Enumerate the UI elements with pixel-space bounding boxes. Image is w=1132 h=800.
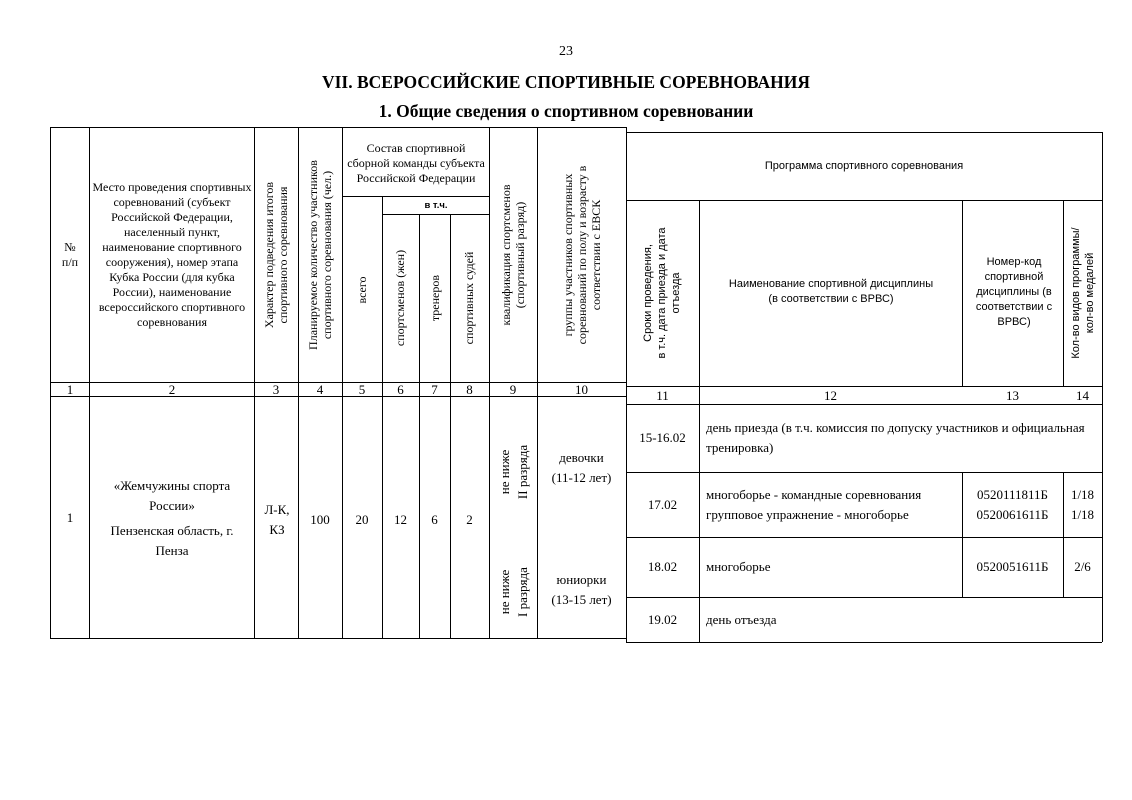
col-number-1: 1 (66, 381, 74, 397)
team-judges: 2 (466, 512, 473, 527)
program-discipline: день отъезда (706, 611, 777, 627)
col-number-6: 6 (397, 381, 404, 397)
competition-location: Пензенская область, г. Пенза (110, 523, 234, 558)
header-incl: в т.ч. (424, 200, 448, 211)
col-number-10: 10 (575, 381, 588, 397)
header-medals: Кол-во видов программы/ кол-во медалей (1070, 227, 1096, 359)
summary-type: Л-К, КЗ (264, 502, 290, 537)
header-dates: Сроки проведения, в т.ч. дата приезда и дата отъезда (642, 227, 682, 359)
header-judges: спортивных судей (462, 251, 476, 345)
header-coaches: тренеров (428, 274, 442, 322)
header-team: Состав спортивной сборной команды субъекта Российской Федерации (347, 140, 485, 185)
header-number: № п/п (61, 240, 79, 269)
group-juniors: юниорки (13-15 лет) (551, 572, 612, 607)
header-place: Место проведения спортивных соревнований (субъект Российской Федерации, населенный пункт, наименование спортивного сооружения), номер этапа Кубка России (для кубка России), наименование всероссийского спортивного соревнования (92, 180, 252, 329)
col-number-2: 2 (168, 381, 176, 397)
team-athletes: 12 (394, 512, 407, 527)
program-date: 19.02 (647, 611, 678, 627)
col-number-4: 4 (316, 381, 324, 397)
col-number-11: 11 (656, 387, 669, 403)
header-summary: Характер подведения итогов спортивного соревнования (262, 181, 290, 329)
header-athletes: спортсменов (жен) (393, 249, 407, 347)
page-number: 23 (559, 44, 573, 59)
program-discipline: многоборье - командные соревнования групповое упражнение - многоборье (706, 486, 922, 522)
col-number-9: 9 (509, 381, 517, 397)
subtitle: 1. Общие сведения о спортивном соревновании (378, 101, 754, 121)
medals-count: 1/18 1/18 (1070, 486, 1095, 522)
program-date: 17.02 (647, 496, 678, 512)
col-number-7: 7 (431, 381, 438, 397)
qualification-juniors: не ниже I разряда (497, 567, 530, 617)
discipline-code: 0520051611Б (976, 559, 1049, 574)
discipline-code: 0520111811Б 0520061611Б (976, 486, 1049, 522)
col-number-12: 12 (824, 387, 837, 403)
team-total: 20 (355, 512, 369, 527)
qualification-girls: не ниже II разряда (497, 444, 530, 500)
program-date: 15-16.02 (639, 430, 686, 445)
header-groups: группы участников спортивных соревнований по полу и возрасту в соответствии с ЕВСК (561, 165, 603, 345)
planned-count: 100 (310, 512, 330, 527)
section-title: VII. ВСЕРОССИЙСКИЕ СПОРТИВНЫЕ СОРЕВНОВАНИЯ (321, 72, 811, 92)
row-number: 1 (66, 510, 74, 525)
header-planned: Планируемое количество участников спортивного соревнования (чел.) (306, 160, 334, 350)
col-number-8: 8 (466, 381, 473, 397)
program-date: 18.02 (647, 559, 678, 574)
team-coaches: 6 (431, 512, 438, 527)
header-discipline: Наименование спортивной дисциплины (в соответствии с ВРВС) (728, 278, 934, 305)
col-number-14: 14 (1076, 387, 1089, 403)
header-qualification: квалификация спортсменов (спортивный разряд) (499, 184, 527, 326)
program-discipline: многоборье (706, 559, 771, 574)
col-number-3: 3 (272, 381, 280, 397)
group-girls: девочки (11-12 лет) (551, 450, 612, 485)
col-number-5: 5 (358, 381, 366, 397)
col-number-13: 13 (1006, 387, 1019, 403)
header-program: Программа спортивного соревнования (764, 159, 964, 172)
header-total: всего (355, 276, 369, 304)
header-code: Номер-код спортивной дисциплины (в соответствии с ВРВС) (975, 255, 1053, 328)
medals-count: 2/6 (1074, 559, 1091, 574)
competition-name: «Жемчужины спорта России» (113, 478, 231, 513)
program-discipline: день приезда (в т.ч. комиссия по допуску участников и официальная тренировка) (706, 420, 1085, 455)
